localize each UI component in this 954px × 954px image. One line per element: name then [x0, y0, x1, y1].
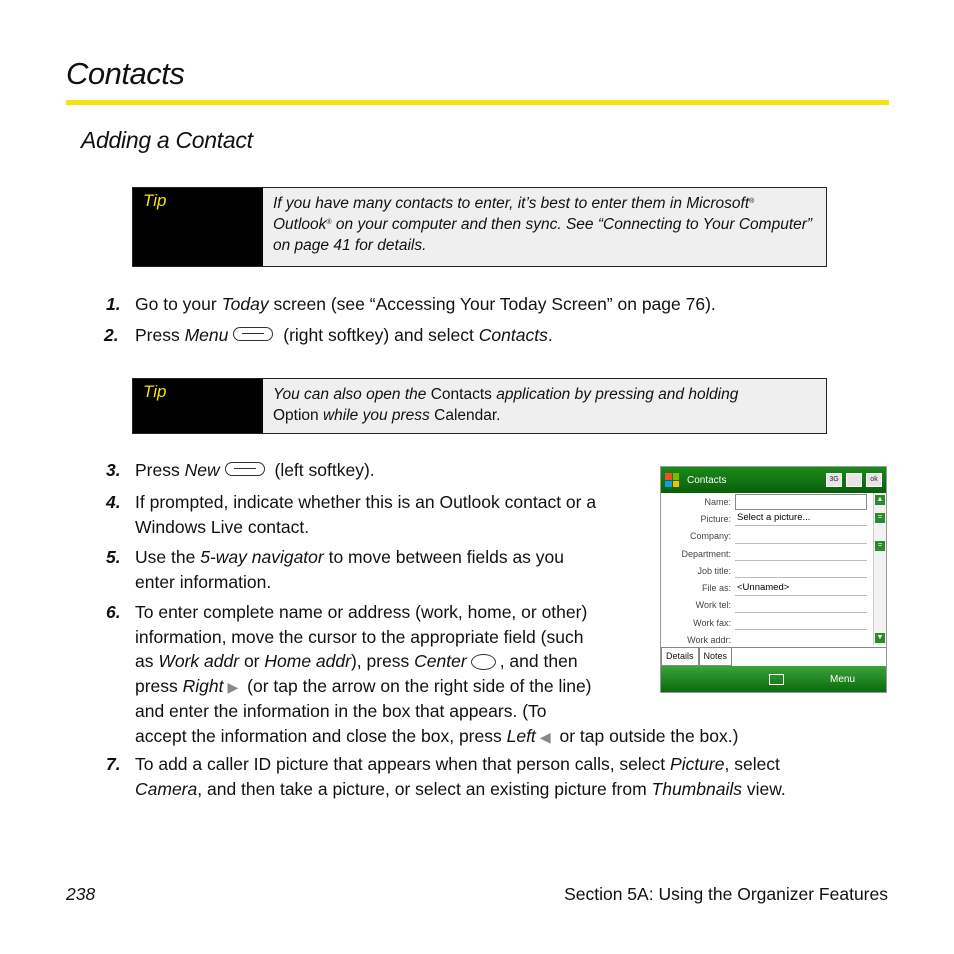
contact-form	[661, 493, 871, 649]
scroll-up-icon[interactable]: ▲	[876, 496, 884, 503]
field-row[interactable]: Work tel:	[661, 597, 871, 614]
tip-box-2	[132, 378, 827, 434]
phone-title-bar	[661, 467, 886, 493]
company-field[interactable]	[735, 529, 867, 544]
picture-field[interactable]: Select a picture...	[735, 511, 867, 526]
field-row[interactable]: Work addr:	[661, 631, 871, 648]
tip-text: If you have many contacts to enter, it’s best to enter them in Microsoft® Outlook® on your computer and then sync. See “Connecting to Your Computer” on page 41 for details.	[263, 188, 826, 266]
tip-label: Tip	[133, 379, 263, 433]
phone-app-title: Contacts	[687, 474, 727, 486]
title-rule	[66, 100, 889, 105]
softkey-icon	[225, 462, 265, 476]
scroll-thumb[interactable]: =	[875, 541, 885, 551]
field-row[interactable]: Company:	[661, 528, 871, 545]
tab-details[interactable]: Details	[661, 648, 699, 666]
department-field[interactable]	[735, 546, 867, 561]
ok-button[interactable]: ok	[866, 473, 882, 487]
page-number: 238	[66, 884, 96, 904]
tip-text: You can also open the Contacts application by pressing and holding Option while you press Calendar.	[263, 379, 826, 433]
scroll-thumb[interactable]: =	[875, 513, 885, 523]
name-field[interactable]	[735, 494, 867, 510]
keyboard-icon[interactable]	[769, 674, 784, 685]
job-title-field[interactable]	[735, 563, 867, 578]
signal-icon	[846, 473, 862, 487]
softkey-bar	[661, 666, 886, 692]
field-row[interactable]: Work fax:	[661, 614, 871, 631]
field-row[interactable]: Name:	[661, 493, 871, 510]
softkey-icon	[233, 327, 273, 341]
page-title: Contacts	[66, 56, 185, 91]
right-arrow-icon: ▶	[227, 678, 239, 695]
field-row[interactable]: Job title:	[661, 562, 871, 579]
left-arrow-icon: ◀	[539, 728, 551, 745]
scrollbar[interactable]	[873, 493, 886, 645]
menu-softkey[interactable]: Menu	[830, 673, 856, 685]
tab-notes[interactable]: Notes	[699, 648, 733, 666]
field-row[interactable]: Department:	[661, 545, 871, 562]
network-icon: 3G	[826, 473, 842, 487]
scroll-down-icon[interactable]: ▼	[876, 634, 884, 641]
center-key-icon	[471, 654, 496, 670]
field-row[interactable]: File as: <Unnamed>	[661, 579, 871, 596]
file-as-field[interactable]: <Unnamed>	[735, 581, 867, 596]
windows-logo-icon[interactable]	[665, 473, 679, 487]
field-row[interactable]: Picture: Select a picture...	[661, 510, 871, 527]
section-title: Adding a Contact	[81, 127, 253, 153]
work-addr-field[interactable]	[735, 633, 867, 648]
phone-tabs	[661, 647, 886, 666]
phone-screenshot	[660, 466, 887, 693]
tip-label: Tip	[133, 188, 263, 266]
work-tel-field[interactable]	[735, 598, 867, 613]
tip-box-1	[132, 187, 827, 267]
work-fax-field[interactable]	[735, 615, 867, 630]
footer-section: Section 5A: Using the Organizer Features	[564, 884, 888, 904]
status-icons	[826, 473, 882, 487]
